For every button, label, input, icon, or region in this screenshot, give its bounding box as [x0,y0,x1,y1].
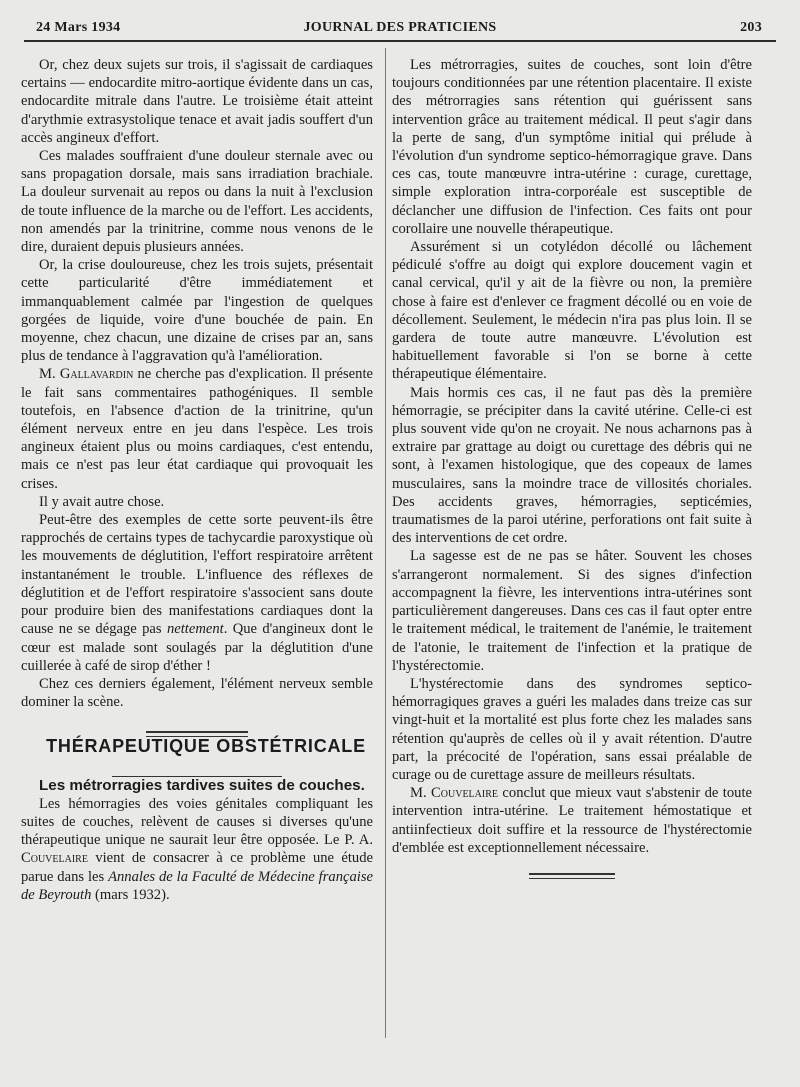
header-journal-title: JOURNAL DES PRATICIENS [303,20,497,35]
header-page-number: 203 [740,20,762,35]
page-header [24,20,776,38]
paragraph [392,784,752,857]
right-column [392,56,752,879]
journal-citation: Annales de la Faculté de Médecine française de Beyrouth [21,868,373,903]
author-name: Couvelaire [21,850,88,867]
section-title: THÉRAPEUTIQUE OBSTÉTRICALE [46,736,366,757]
text-span: M. [410,785,432,802]
paragraph: Or, la crise douloureuse, chez les trois sujets, présentait cette particularité d'être immédiatement et immanquablement calmée par l'ingestion de quelques gorgées de liquide, voire d'une bouchée de pain. En moyenne, chez chacun, une dizaine de crises par an, sans plus de tendance à l'aggravation qu'à l'amélioration. [21,257,373,365]
text-span: conclut que mieux vaut s'abstenir de toute intervention intra-utérine. Le traitement hémostatique et antiinfectieux doit suffire et la ressource de l'hystérectomie d'emblée est exceptionnellement nécessaire. [392,785,752,856]
paragraph: Mais hormis ces cas, il ne faut pas dès la première hémorragie, se précipiter dans la cavité utérine. Celle-ci est plus souvent vide qu'on ne croyait. Ne nous acharnons pas à extraire par grattage au doigt ou curettage des débris qui ne sont, à l'examen histologique, que des copeaux de lames musculaires, sans la moindre trace de villosités choriales. Des accidents graves, hémorragies, septicémies, traumatismes de la paroi utérine, perforations ont fait suite à des interventions de cet ordre. [392,384,752,547]
column-divider [385,48,386,1038]
paragraph: Or, chez deux sujets sur trois, il s'agissait de cardiaques certains — endocardite mitro-aortique évidente dans un cas, endocardite mitrale dans l'autre. Le troisième était atteint d'arythmie extrasystolique tenace et avait jadis souffert d'un accès angineux d'effort. [21,57,373,146]
paragraph: Il y avait autre chose. [39,493,165,510]
end-of-article-divider [529,873,615,879]
left-column [21,56,373,904]
emphasis: nettement [166,621,224,638]
text-span: Peut-être des exemples de cette sorte peuvent-ils être rapprochés de certains types de tachycardie paroxystique où les mouvements de déglutition, l'effort respiratoire arrêtent instantanément le trouble. L'influence des réflexes de déglutition et de l'effort respiratoire s'associent sans doute pour produire bien des manifestations cardiaques dont la cause ne se dégage pas [21,512,373,638]
author-name: Couvelaire [431,785,498,802]
paragraph: Assurément si un cotylédon décollé ou lâchement pédiculé s'offre au doigt qui explore doucement vagin et canal cervical, qu'il y ait de la fièvre ou non, la première chose à faire est d'enlever ce fragment décollé ou en voie de décollement. Seulement, le médecin n'ira pas plus loin. Il se gardera de toute autre manœuvre. L'évolution est habituellement favorable si l'on se borne à cette thérapeutique élémentaire. [392,239,752,383]
subsection-title: Les métrorragies tardives suites de couches. [39,776,365,794]
paragraph: Ces malades souffraient d'une douleur sternale avec ou sans propagation dorsale, mais sans irradiation brachiale. La douleur survenait au repos ou dans la nuit à l'exclusion de toute influence de la marche ou de l'effort. Les accidents, non amendés par la trinitrine, comme nous venons de le dire, duraient depuis plusieurs années. [21,148,373,256]
text-span: . Que d'angineux dont le cœur est malade sont soulagés par la déglutition d'une cuillerée à café de sirop d'éther ! [21,621,374,674]
author-name: Gallavardin [59,366,134,383]
text-span: ne cherche pas d'explication. Il présente le fait sans commentaires pathogéniques. Il semble toutefois, en l'absence d'action de la trinitrine, qu'un élément nerveux entre en jeu dans l'espèce. Les trois angineux étaient plus ou moins cardiaques, c'est entendu, mais ce n'est pas leur état cardiaque qui provoquait les crises. [21,366,373,492]
header-date: 24 Mars 1934 [36,20,121,35]
text-span: M. [39,366,60,383]
paragraph: L'hystérectomie dans des syndromes septico-hémorragiques graves a guéri les malades dans treize cas sur vingt-huit et la mortalité est plus forte chez les malades sans rétention qu'auprès de celles où il y avait rétention. D'autre part, la précocité de l'opération, sans essai préalable de curage ou de curettage assure de meilleurs résultats. [392,675,752,783]
paragraph [21,511,373,675]
text-span: Les hémorragies des voies génitales compliquant les suites de couches, relèvent de causes si diverses qu'une thérapeutique unique ne saurait leur être opposée. Le P. A. [21,795,373,849]
paragraph [21,365,373,492]
text-span: (mars 1932). [91,886,170,903]
paragraph: Les métrorragies, suites de couches, sont loin d'être toujours conditionnées par une rétention placentaire. Il existe des métrorragies sans rétention qui guérissent sans intervention grâce au traitement médical. Il peut s'agir dans la perte de sang, d'un symptôme initial qui prélude à l'évolution d'un syndrome septico-hémorragique grave. Dans ces cas, toute manœuvre intra-utérine : curage, curettage, simple exploration intra-corporéale est susceptible de déclancher une diffusion de l'infection. Ces faits ont pour corollaire une nouvelle thérapeutique. [392,57,752,237]
paragraph: Chez ces derniers également, l'élément nerveux semble dominer la scène. [21,675,373,711]
paragraph: La sagesse est de ne pas se hâter. Souvent les choses s'arrangeront normalement. Si des signes d'infection accompagnent la fièvre, les interventions intra-utérines sont particulièrement dangereuses. Dans ces cas il faut opter entre le traitement médical, le traitement de l'anémie, le traitement de l'atonie, le traitement de l'infection et la pratique de l'hystérectomie. [392,548,752,674]
text-span: vient de consacrer à ce problème une étude parue dans les [21,850,373,885]
paragraph [21,795,373,904]
header-rule [24,40,776,42]
